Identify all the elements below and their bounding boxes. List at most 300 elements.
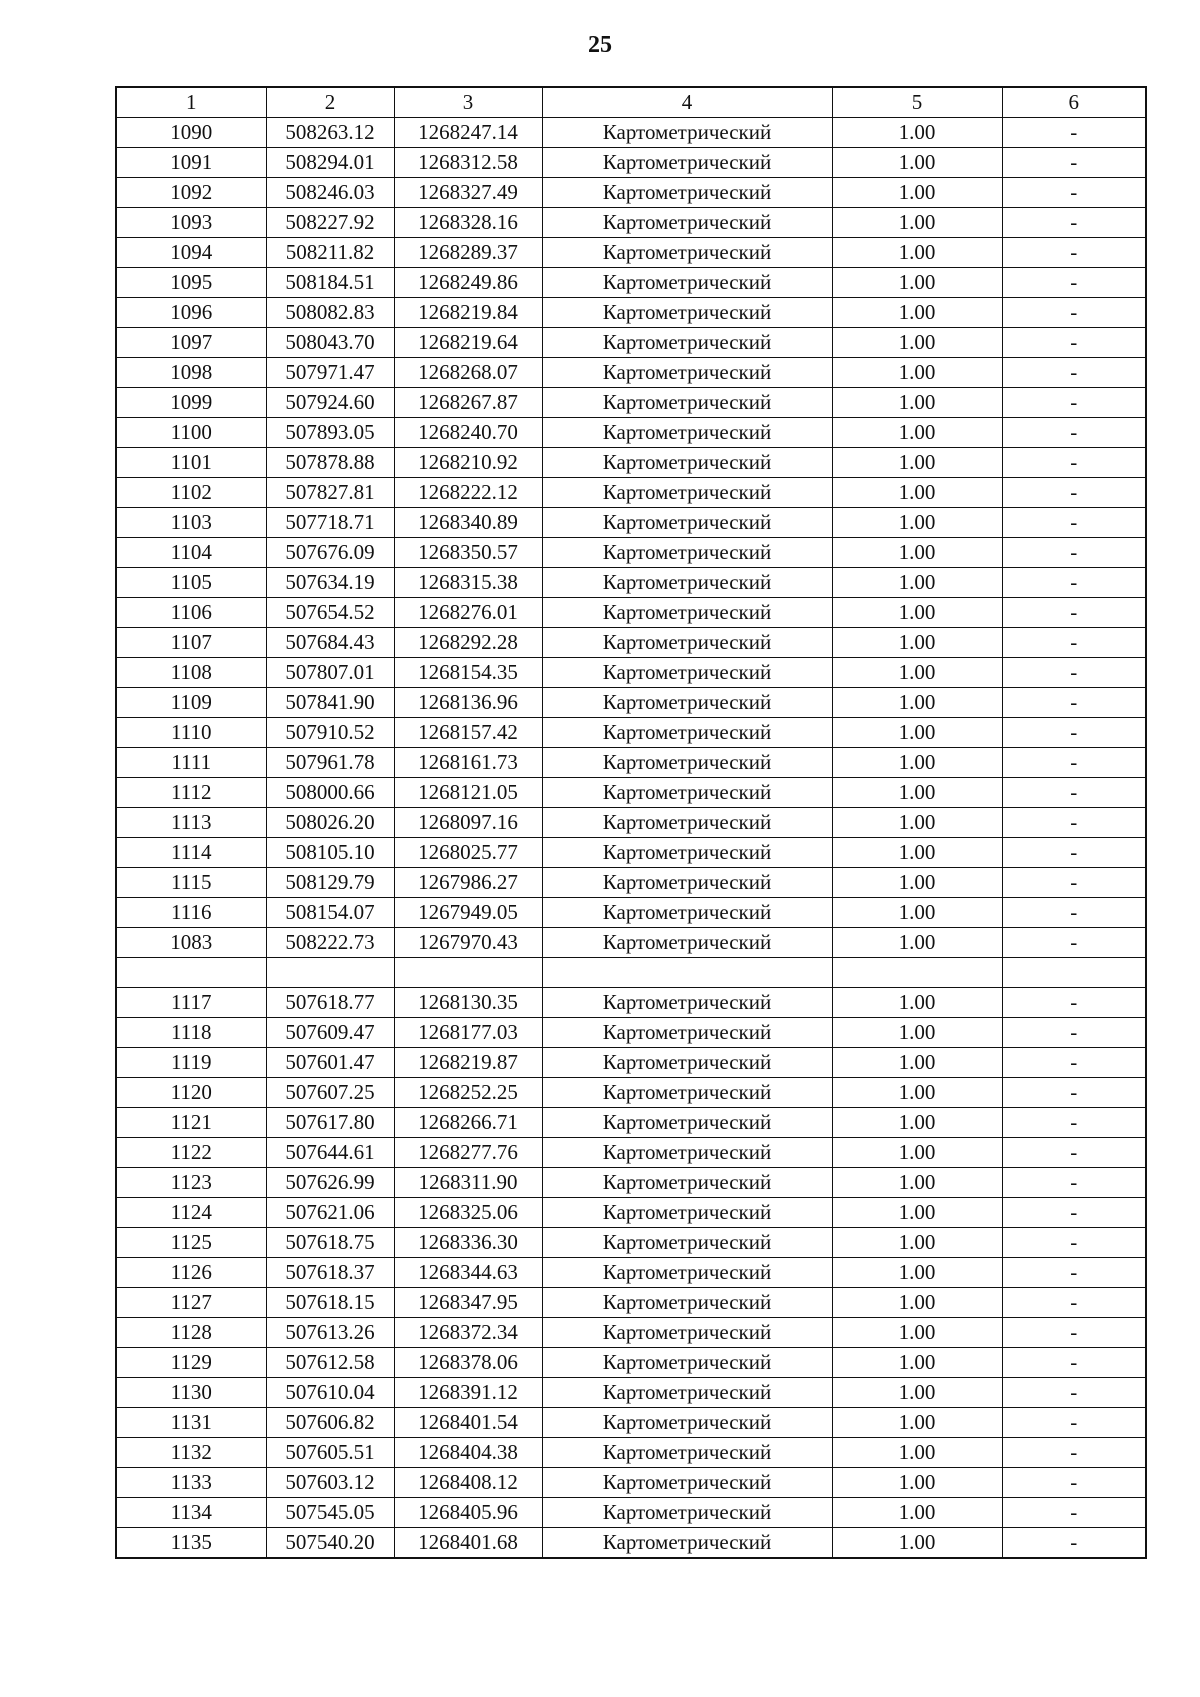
note-cell: [1002, 958, 1146, 988]
method-cell: Картометрический: [542, 748, 832, 778]
method-cell: Картометрический: [542, 628, 832, 658]
y-coordinate-cell: [394, 958, 542, 988]
x-coordinate-cell: 508263.12: [266, 118, 394, 148]
note-cell: -: [1002, 1498, 1146, 1528]
table-row: [116, 478, 1146, 508]
accuracy-cell: 1.00: [832, 808, 1002, 838]
accuracy-cell: 1.00: [832, 268, 1002, 298]
note-cell: -: [1002, 388, 1146, 418]
point-number-cell: 1129: [116, 1348, 266, 1378]
table-row: [116, 1228, 1146, 1258]
y-coordinate-cell: 1268219.64: [394, 328, 542, 358]
column-header: 6: [1002, 87, 1146, 118]
method-cell: Картометрический: [542, 358, 832, 388]
y-coordinate-cell: 1268405.96: [394, 1498, 542, 1528]
y-coordinate-cell: 1268292.28: [394, 628, 542, 658]
method-cell: Картометрический: [542, 1078, 832, 1108]
method-cell: Картометрический: [542, 568, 832, 598]
accuracy-cell: 1.00: [832, 598, 1002, 628]
y-coordinate-cell: 1268266.71: [394, 1108, 542, 1138]
table-row: [116, 598, 1146, 628]
table-row: [116, 778, 1146, 808]
point-number-cell: 1109: [116, 688, 266, 718]
method-cell: Картометрический: [542, 1018, 832, 1048]
coordinates-table: [115, 86, 1147, 1559]
accuracy-cell: 1.00: [832, 838, 1002, 868]
accuracy-cell: 1.00: [832, 1468, 1002, 1498]
note-cell: -: [1002, 1348, 1146, 1378]
y-coordinate-cell: 1268249.86: [394, 268, 542, 298]
x-coordinate-cell: 507971.47: [266, 358, 394, 388]
table-row: [116, 658, 1146, 688]
note-cell: -: [1002, 988, 1146, 1018]
point-number-cell: 1133: [116, 1468, 266, 1498]
x-coordinate-cell: 507961.78: [266, 748, 394, 778]
table-row: [116, 268, 1146, 298]
method-cell: Картометрический: [542, 178, 832, 208]
point-number-cell: 1120: [116, 1078, 266, 1108]
y-coordinate-cell: 1268328.16: [394, 208, 542, 238]
method-cell: Картометрический: [542, 808, 832, 838]
accuracy-cell: 1.00: [832, 988, 1002, 1018]
accuracy-cell: 1.00: [832, 628, 1002, 658]
x-coordinate-cell: 508294.01: [266, 148, 394, 178]
note-cell: -: [1002, 478, 1146, 508]
x-coordinate-cell: 508082.83: [266, 298, 394, 328]
table-row: [116, 1078, 1146, 1108]
method-cell: Картометрический: [542, 928, 832, 958]
x-coordinate-cell: 507606.82: [266, 1408, 394, 1438]
y-coordinate-cell: 1267970.43: [394, 928, 542, 958]
x-coordinate-cell: 507607.25: [266, 1078, 394, 1108]
x-coordinate-cell: 507601.47: [266, 1048, 394, 1078]
accuracy-cell: 1.00: [832, 1528, 1002, 1559]
accuracy-cell: 1.00: [832, 298, 1002, 328]
method-cell: Картометрический: [542, 208, 832, 238]
x-coordinate-cell: 508129.79: [266, 868, 394, 898]
note-cell: -: [1002, 1288, 1146, 1318]
x-coordinate-cell: 507718.71: [266, 508, 394, 538]
table-row: [116, 1168, 1146, 1198]
accuracy-cell: 1.00: [832, 1078, 1002, 1108]
note-cell: -: [1002, 778, 1146, 808]
x-coordinate-cell: 507910.52: [266, 718, 394, 748]
point-number-cell: 1096: [116, 298, 266, 328]
method-cell: Картометрический: [542, 1438, 832, 1468]
note-cell: -: [1002, 1048, 1146, 1078]
point-number-cell: 1131: [116, 1408, 266, 1438]
table-row: [116, 808, 1146, 838]
table-row: [116, 928, 1146, 958]
method-cell: Картометрический: [542, 1378, 832, 1408]
x-coordinate-cell: 507618.15: [266, 1288, 394, 1318]
accuracy-cell: 1.00: [832, 358, 1002, 388]
point-number-cell: 1115: [116, 868, 266, 898]
point-number-cell: [116, 958, 266, 988]
method-cell: Картометрический: [542, 1108, 832, 1138]
table-row: [116, 1348, 1146, 1378]
table-row: [116, 178, 1146, 208]
point-number-cell: 1111: [116, 748, 266, 778]
x-coordinate-cell: 508184.51: [266, 268, 394, 298]
table-row: [116, 448, 1146, 478]
accuracy-cell: 1.00: [832, 688, 1002, 718]
y-coordinate-cell: 1268268.07: [394, 358, 542, 388]
y-coordinate-cell: 1268344.63: [394, 1258, 542, 1288]
table-row: [116, 1258, 1146, 1288]
table-row: [116, 1378, 1146, 1408]
method-cell: Картометрический: [542, 838, 832, 868]
y-coordinate-cell: 1268336.30: [394, 1228, 542, 1258]
accuracy-cell: 1.00: [832, 1168, 1002, 1198]
x-coordinate-cell: 507841.90: [266, 688, 394, 718]
point-number-cell: 1098: [116, 358, 266, 388]
note-cell: -: [1002, 448, 1146, 478]
y-coordinate-cell: 1268401.54: [394, 1408, 542, 1438]
accuracy-cell: 1.00: [832, 1108, 1002, 1138]
x-coordinate-cell: 507610.04: [266, 1378, 394, 1408]
accuracy-cell: 1.00: [832, 1498, 1002, 1528]
accuracy-cell: 1.00: [832, 718, 1002, 748]
note-cell: -: [1002, 1168, 1146, 1198]
table-row: [116, 1408, 1146, 1438]
table-row: [116, 1198, 1146, 1228]
method-cell: Картометрический: [542, 868, 832, 898]
point-number-cell: 1102: [116, 478, 266, 508]
table-body: [116, 118, 1146, 1559]
method-cell: Картометрический: [542, 1318, 832, 1348]
column-header: 4: [542, 87, 832, 118]
y-coordinate-cell: 1268327.49: [394, 178, 542, 208]
point-number-cell: 1108: [116, 658, 266, 688]
method-cell: Картометрический: [542, 688, 832, 718]
y-coordinate-cell: 1268219.87: [394, 1048, 542, 1078]
point-number-cell: 1114: [116, 838, 266, 868]
note-cell: -: [1002, 748, 1146, 778]
note-cell: -: [1002, 1408, 1146, 1438]
note-cell: -: [1002, 178, 1146, 208]
point-number-cell: 1132: [116, 1438, 266, 1468]
method-cell: Картометрический: [542, 1528, 832, 1559]
table-row: [116, 898, 1146, 928]
x-coordinate-cell: 507540.20: [266, 1528, 394, 1559]
point-number-cell: 1116: [116, 898, 266, 928]
note-cell: -: [1002, 1018, 1146, 1048]
table-row: [116, 1108, 1146, 1138]
note-cell: -: [1002, 868, 1146, 898]
y-coordinate-cell: 1268312.58: [394, 148, 542, 178]
x-coordinate-cell: 507603.12: [266, 1468, 394, 1498]
note-cell: -: [1002, 1138, 1146, 1168]
accuracy-cell: 1.00: [832, 1348, 1002, 1378]
y-coordinate-cell: 1268222.12: [394, 478, 542, 508]
y-coordinate-cell: 1268210.92: [394, 448, 542, 478]
point-number-cell: 1105: [116, 568, 266, 598]
note-cell: -: [1002, 238, 1146, 268]
note-cell: -: [1002, 1228, 1146, 1258]
method-cell: Картометрический: [542, 268, 832, 298]
y-coordinate-cell: 1268025.77: [394, 838, 542, 868]
x-coordinate-cell: 507613.26: [266, 1318, 394, 1348]
table-row: [116, 208, 1146, 238]
accuracy-cell: 1.00: [832, 748, 1002, 778]
accuracy-cell: 1.00: [832, 328, 1002, 358]
y-coordinate-cell: 1268391.12: [394, 1378, 542, 1408]
note-cell: -: [1002, 1258, 1146, 1288]
note-cell: -: [1002, 1198, 1146, 1228]
point-number-cell: 1094: [116, 238, 266, 268]
y-coordinate-cell: 1268350.57: [394, 538, 542, 568]
page-number: 25: [588, 32, 612, 58]
method-cell: Картометрический: [542, 328, 832, 358]
y-coordinate-cell: 1268372.34: [394, 1318, 542, 1348]
note-cell: -: [1002, 268, 1146, 298]
note-cell: -: [1002, 1108, 1146, 1138]
x-coordinate-cell: 508105.10: [266, 838, 394, 868]
table-row: [116, 508, 1146, 538]
table-row: [116, 538, 1146, 568]
x-coordinate-cell: 507609.47: [266, 1018, 394, 1048]
accuracy-cell: 1.00: [832, 478, 1002, 508]
x-coordinate-cell: 507634.19: [266, 568, 394, 598]
point-number-cell: 1112: [116, 778, 266, 808]
accuracy-cell: 1.00: [832, 1408, 1002, 1438]
accuracy-cell: 1.00: [832, 898, 1002, 928]
y-coordinate-cell: 1268267.87: [394, 388, 542, 418]
accuracy-cell: 1.00: [832, 148, 1002, 178]
method-cell: Картометрический: [542, 1198, 832, 1228]
point-number-cell: 1125: [116, 1228, 266, 1258]
table-header: [116, 87, 1146, 118]
point-number-cell: 1113: [116, 808, 266, 838]
y-coordinate-cell: 1267986.27: [394, 868, 542, 898]
x-coordinate-cell: 507612.58: [266, 1348, 394, 1378]
column-header: 5: [832, 87, 1002, 118]
y-coordinate-cell: 1268177.03: [394, 1018, 542, 1048]
method-cell: Картометрический: [542, 1468, 832, 1498]
x-coordinate-cell: 507644.61: [266, 1138, 394, 1168]
point-number-cell: 1101: [116, 448, 266, 478]
accuracy-cell: 1.00: [832, 1048, 1002, 1078]
note-cell: -: [1002, 808, 1146, 838]
method-cell: [542, 958, 832, 988]
x-coordinate-cell: 508211.82: [266, 238, 394, 268]
note-cell: -: [1002, 1528, 1146, 1559]
point-number-cell: 1100: [116, 418, 266, 448]
note-cell: -: [1002, 208, 1146, 238]
y-coordinate-cell: 1268311.90: [394, 1168, 542, 1198]
x-coordinate-cell: 507684.43: [266, 628, 394, 658]
method-cell: Картометрический: [542, 1498, 832, 1528]
table-row: [116, 238, 1146, 268]
x-coordinate-cell: 508026.20: [266, 808, 394, 838]
accuracy-cell: 1.00: [832, 418, 1002, 448]
table-row: [116, 1318, 1146, 1348]
point-number-cell: 1126: [116, 1258, 266, 1288]
table-row: [116, 1468, 1146, 1498]
note-cell: -: [1002, 298, 1146, 328]
accuracy-cell: 1.00: [832, 1318, 1002, 1348]
note-cell: -: [1002, 1318, 1146, 1348]
y-coordinate-cell: 1268130.35: [394, 988, 542, 1018]
method-cell: Картометрический: [542, 1288, 832, 1318]
accuracy-cell: 1.00: [832, 1438, 1002, 1468]
note-cell: -: [1002, 1438, 1146, 1468]
point-number-cell: 1123: [116, 1168, 266, 1198]
note-cell: -: [1002, 628, 1146, 658]
accuracy-cell: 1.00: [832, 1228, 1002, 1258]
method-cell: Картометрический: [542, 778, 832, 808]
table-row: [116, 1528, 1146, 1559]
table-row: [116, 1288, 1146, 1318]
accuracy-cell: 1.00: [832, 538, 1002, 568]
point-number-cell: 1095: [116, 268, 266, 298]
y-coordinate-cell: 1268097.16: [394, 808, 542, 838]
method-cell: Картометрический: [542, 418, 832, 448]
y-coordinate-cell: 1268252.25: [394, 1078, 542, 1108]
note-cell: -: [1002, 1378, 1146, 1408]
point-number-cell: 1122: [116, 1138, 266, 1168]
table-row: [116, 988, 1146, 1018]
method-cell: Картометрический: [542, 538, 832, 568]
note-cell: -: [1002, 148, 1146, 178]
note-cell: -: [1002, 538, 1146, 568]
method-cell: Картометрический: [542, 1408, 832, 1438]
method-cell: Картометрический: [542, 1048, 832, 1078]
method-cell: Картометрический: [542, 1168, 832, 1198]
accuracy-cell: 1.00: [832, 238, 1002, 268]
accuracy-cell: 1.00: [832, 388, 1002, 418]
column-header: 2: [266, 87, 394, 118]
point-number-cell: 1124: [116, 1198, 266, 1228]
table-row: [116, 148, 1146, 178]
note-cell: -: [1002, 508, 1146, 538]
point-number-cell: 1127: [116, 1288, 266, 1318]
accuracy-cell: 1.00: [832, 1138, 1002, 1168]
table-row: [116, 958, 1146, 988]
table-row: [116, 418, 1146, 448]
point-number-cell: 1110: [116, 718, 266, 748]
y-coordinate-cell: 1268219.84: [394, 298, 542, 328]
table-row: [116, 1018, 1146, 1048]
x-coordinate-cell: 507545.05: [266, 1498, 394, 1528]
x-coordinate-cell: 507618.37: [266, 1258, 394, 1288]
method-cell: Картометрический: [542, 508, 832, 538]
point-number-cell: 1093: [116, 208, 266, 238]
table-row: [116, 748, 1146, 778]
x-coordinate-cell: 508246.03: [266, 178, 394, 208]
method-cell: Картометрический: [542, 598, 832, 628]
point-number-cell: 1134: [116, 1498, 266, 1528]
y-coordinate-cell: 1267949.05: [394, 898, 542, 928]
table-row: [116, 868, 1146, 898]
x-coordinate-cell: 508154.07: [266, 898, 394, 928]
accuracy-cell: 1.00: [832, 208, 1002, 238]
point-number-cell: 1091: [116, 148, 266, 178]
accuracy-cell: 1.00: [832, 868, 1002, 898]
point-number-cell: 1092: [116, 178, 266, 208]
accuracy-cell: 1.00: [832, 568, 1002, 598]
point-number-cell: 1121: [116, 1108, 266, 1138]
x-coordinate-cell: 507893.05: [266, 418, 394, 448]
note-cell: -: [1002, 598, 1146, 628]
table-row: [116, 628, 1146, 658]
x-coordinate-cell: 507878.88: [266, 448, 394, 478]
note-cell: -: [1002, 568, 1146, 598]
method-cell: Картометрический: [542, 238, 832, 268]
x-coordinate-cell: 507807.01: [266, 658, 394, 688]
method-cell: Картометрический: [542, 1228, 832, 1258]
method-cell: Картометрический: [542, 988, 832, 1018]
accuracy-cell: 1.00: [832, 448, 1002, 478]
point-number-cell: 1083: [116, 928, 266, 958]
table-row: [116, 688, 1146, 718]
table-row: [116, 568, 1146, 598]
table-row: [116, 838, 1146, 868]
accuracy-cell: 1.00: [832, 658, 1002, 688]
y-coordinate-cell: 1268347.95: [394, 1288, 542, 1318]
note-cell: -: [1002, 898, 1146, 928]
accuracy-cell: 1.00: [832, 928, 1002, 958]
x-coordinate-cell: [266, 958, 394, 988]
x-coordinate-cell: 507626.99: [266, 1168, 394, 1198]
note-cell: -: [1002, 1078, 1146, 1108]
y-coordinate-cell: 1268136.96: [394, 688, 542, 718]
x-coordinate-cell: 507617.80: [266, 1108, 394, 1138]
point-number-cell: 1128: [116, 1318, 266, 1348]
y-coordinate-cell: 1268277.76: [394, 1138, 542, 1168]
accuracy-cell: 1.00: [832, 508, 1002, 538]
x-coordinate-cell: 507676.09: [266, 538, 394, 568]
table-row: [116, 718, 1146, 748]
note-cell: -: [1002, 838, 1146, 868]
accuracy-cell: 1.00: [832, 118, 1002, 148]
column-header: 1: [116, 87, 266, 118]
note-cell: -: [1002, 1468, 1146, 1498]
note-cell: -: [1002, 688, 1146, 718]
point-number-cell: 1104: [116, 538, 266, 568]
table-row: [116, 1438, 1146, 1468]
note-cell: -: [1002, 358, 1146, 388]
x-coordinate-cell: 508043.70: [266, 328, 394, 358]
method-cell: Картометрический: [542, 118, 832, 148]
y-coordinate-cell: 1268240.70: [394, 418, 542, 448]
point-number-cell: 1106: [116, 598, 266, 628]
point-number-cell: 1103: [116, 508, 266, 538]
x-coordinate-cell: 507827.81: [266, 478, 394, 508]
accuracy-cell: 1.00: [832, 1018, 1002, 1048]
point-number-cell: 1107: [116, 628, 266, 658]
point-number-cell: 1118: [116, 1018, 266, 1048]
note-cell: -: [1002, 118, 1146, 148]
x-coordinate-cell: 508227.92: [266, 208, 394, 238]
accuracy-cell: 1.00: [832, 778, 1002, 808]
x-coordinate-cell: 507654.52: [266, 598, 394, 628]
table-row: [116, 1048, 1146, 1078]
accuracy-cell: 1.00: [832, 178, 1002, 208]
method-cell: Картометрический: [542, 148, 832, 178]
y-coordinate-cell: 1268315.38: [394, 568, 542, 598]
y-coordinate-cell: 1268121.05: [394, 778, 542, 808]
y-coordinate-cell: 1268289.37: [394, 238, 542, 268]
x-coordinate-cell: 507924.60: [266, 388, 394, 418]
point-number-cell: 1130: [116, 1378, 266, 1408]
accuracy-cell: 1.00: [832, 1258, 1002, 1288]
point-number-cell: 1119: [116, 1048, 266, 1078]
note-cell: -: [1002, 418, 1146, 448]
table-row: [116, 1138, 1146, 1168]
table-row: [116, 358, 1146, 388]
